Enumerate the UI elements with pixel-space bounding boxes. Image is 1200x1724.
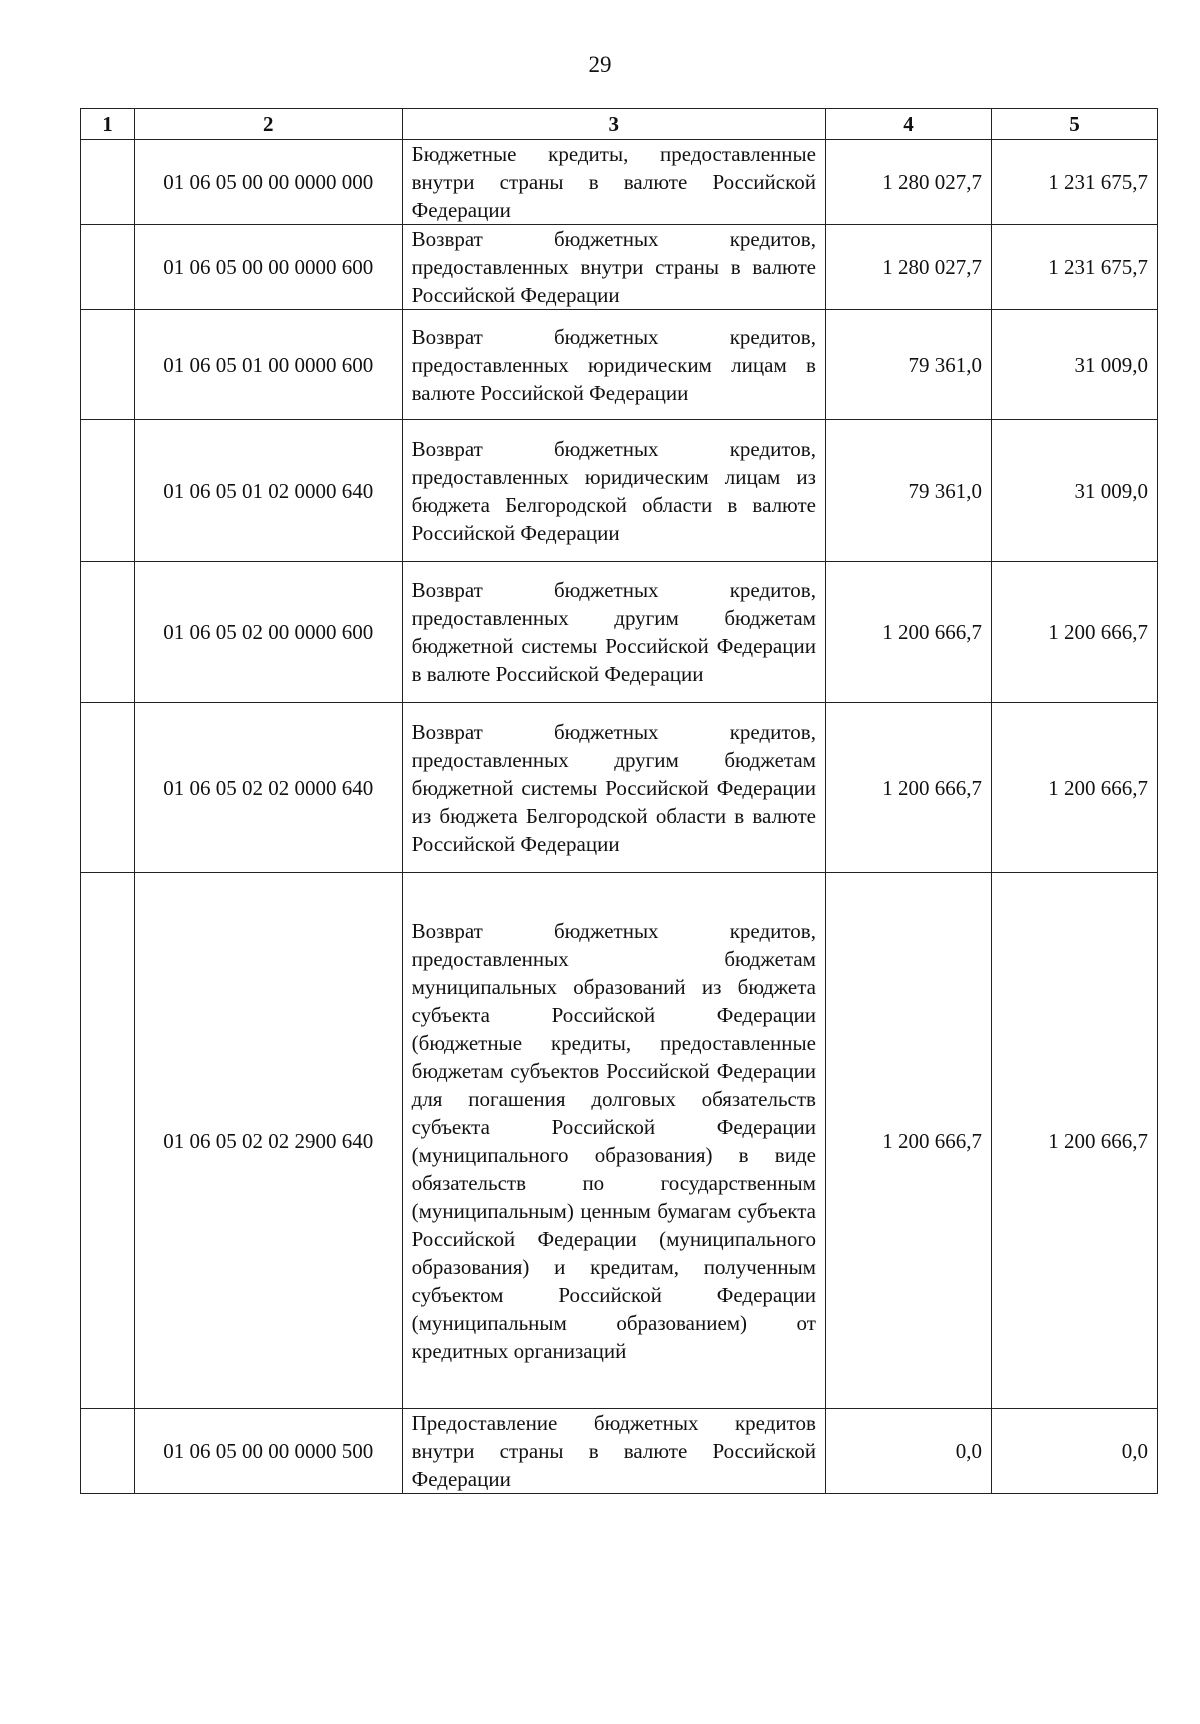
row-number bbox=[81, 873, 135, 1409]
value-col-4: 79 361,0 bbox=[825, 420, 991, 562]
value-col-5: 31 009,0 bbox=[991, 310, 1157, 420]
budget-code: 01 06 05 00 00 0000 600 bbox=[134, 225, 402, 310]
table-header bbox=[81, 109, 1158, 140]
budget-code: 01 06 05 02 00 0000 600 bbox=[134, 562, 402, 703]
header-col-3: 3 bbox=[402, 109, 825, 140]
value-col-5: 1 200 666,7 bbox=[991, 873, 1157, 1409]
value-col-4: 79 361,0 bbox=[825, 310, 991, 420]
budget-table bbox=[80, 108, 1158, 1494]
item-name: Предоставление бюджетных кредитов внутри страны в валюте Российской Федерации bbox=[402, 1409, 825, 1494]
table-body bbox=[81, 140, 1158, 1494]
table-row bbox=[81, 703, 1158, 873]
item-name: Возврат бюджетных кредитов, предоставленных внутри страны в валюте Российской Федерации bbox=[402, 225, 825, 310]
value-col-4: 1 200 666,7 bbox=[825, 873, 991, 1409]
value-col-5: 1 231 675,7 bbox=[991, 140, 1157, 225]
row-number bbox=[81, 225, 135, 310]
table-row bbox=[81, 310, 1158, 420]
page-number: 29 bbox=[588, 52, 612, 77]
header-col-2: 2 bbox=[134, 109, 402, 140]
item-name: Возврат бюджетных кредитов, предоставленных юридическим лицам в валюте Российской Федерации bbox=[402, 310, 825, 420]
budget-code: 01 06 05 01 02 0000 640 bbox=[134, 420, 402, 562]
table-row bbox=[81, 562, 1158, 703]
value-col-4: 1 280 027,7 bbox=[825, 140, 991, 225]
header-col-1: 1 bbox=[81, 109, 135, 140]
row-number bbox=[81, 562, 135, 703]
item-name: Бюджетные кредиты, предоставленные внутри страны в валюте Российской Федерации bbox=[402, 140, 825, 225]
value-col-5: 1 200 666,7 bbox=[991, 562, 1157, 703]
value-col-4: 0,0 bbox=[825, 1409, 991, 1494]
budget-code: 01 06 05 02 02 2900 640 bbox=[134, 873, 402, 1409]
table-row bbox=[81, 225, 1158, 310]
table-row bbox=[81, 873, 1158, 1409]
budget-code: 01 06 05 00 00 0000 500 bbox=[134, 1409, 402, 1494]
budget-code: 01 06 05 02 02 0000 640 bbox=[134, 703, 402, 873]
header-row bbox=[81, 109, 1158, 140]
item-name: Возврат бюджетных кредитов, предоставленных юридическим лицам из бюджета Белгородской области в валюте Российской Федерации bbox=[402, 420, 825, 562]
item-name: Возврат бюджетных кредитов, предоставленных другим бюджетам бюджетной системы Российской Федерации в валюте Российской Федерации bbox=[402, 562, 825, 703]
header-col-4: 4 bbox=[825, 109, 991, 140]
value-col-4: 1 200 666,7 bbox=[825, 562, 991, 703]
row-number bbox=[81, 703, 135, 873]
value-col-4: 1 200 666,7 bbox=[825, 703, 991, 873]
row-number bbox=[81, 420, 135, 562]
row-number bbox=[81, 140, 135, 225]
item-name: Возврат бюджетных кредитов, предоставленных другим бюджетам бюджетной системы Российской Федерации из бюджета Белгородской области в валюте Российской Федерации bbox=[402, 703, 825, 873]
value-col-4: 1 280 027,7 bbox=[825, 225, 991, 310]
item-name: Возврат бюджетных кредитов, предоставленных бюджетам муниципальных образований из бюджета субъекта Российской Федерации (бюджетные кредиты, предоставленные бюджетам субъектов Российской Федерации для погашения долговых обязательств субъекта Российской Федерации (муниципального образования) в виде обязательств по государственным (муниципальным) ценным бумагам субъекта Российской Федерации (муниципального образования) и кредитам, полученным субъектом Российской Федерации (муниципальным образованием) от кредитных организаций bbox=[402, 873, 825, 1409]
budget-code: 01 06 05 00 00 0000 000 bbox=[134, 140, 402, 225]
value-col-5: 0,0 bbox=[991, 1409, 1157, 1494]
table-row bbox=[81, 1409, 1158, 1494]
table-row bbox=[81, 140, 1158, 225]
budget-code: 01 06 05 01 00 0000 600 bbox=[134, 310, 402, 420]
value-col-5: 31 009,0 bbox=[991, 420, 1157, 562]
row-number bbox=[81, 310, 135, 420]
value-col-5: 1 200 666,7 bbox=[991, 703, 1157, 873]
value-col-5: 1 231 675,7 bbox=[991, 225, 1157, 310]
header-col-5: 5 bbox=[991, 109, 1157, 140]
table-row bbox=[81, 420, 1158, 562]
row-number bbox=[81, 1409, 135, 1494]
